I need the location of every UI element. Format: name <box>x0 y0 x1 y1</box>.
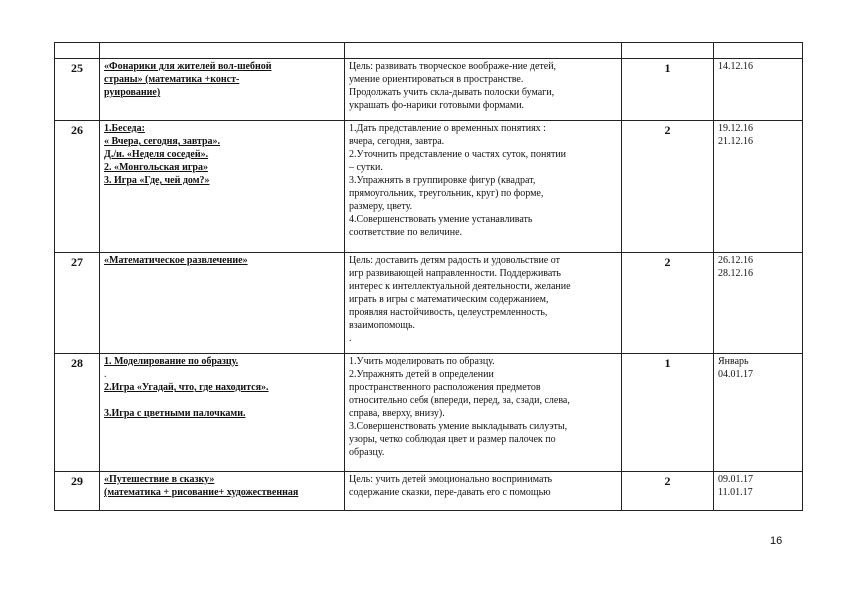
goal-line: справа, вверху, внизу). <box>349 408 445 419</box>
goal-line: 2.Упражнять детей в определении <box>349 369 494 380</box>
goal-line: 3.Упражнять в группировке фигур (квадрат, <box>349 175 536 186</box>
goal-line: игр развивающей направленности. Поддерживать <box>349 268 561 279</box>
topic-cell <box>100 121 345 253</box>
header-cell-goal <box>345 43 622 59</box>
date-line: 28.12.16 <box>718 268 753 279</box>
topic-line: «Фонарики для жителей вол-шебной <box>104 61 272 72</box>
goal-line: проявляя настойчивость, целеустремленность, <box>349 307 548 318</box>
goal-line: Цель: учить детей эмоционально воспринимать <box>349 474 553 485</box>
date-line: 14.12.16 <box>718 61 753 72</box>
table-row <box>55 43 803 59</box>
goal-line: . <box>349 333 352 344</box>
hours-cell: 1 <box>622 59 714 121</box>
lesson-plan-table <box>54 42 803 511</box>
row-number: 29 <box>55 472 100 511</box>
goal-line: образцу. <box>349 447 385 458</box>
goal-line: играть в игры с математическим содержанием, <box>349 294 549 305</box>
goal-line: пространственного расположения предметов <box>349 382 541 393</box>
topic-line: Д./и. «Неделя соседей». <box>104 149 209 160</box>
goal-line: взаимопомощь. <box>349 320 416 331</box>
hours-cell: 2 <box>622 472 714 511</box>
topic-line: 1. Моделирование по образцу. <box>104 356 239 367</box>
goal-line: 1.Дать представление о временных понятиях : <box>349 123 546 134</box>
date-cell <box>714 354 803 472</box>
date-cell <box>714 59 803 121</box>
header-cell-hours <box>622 43 714 59</box>
date-line: 11.01.17 <box>718 487 753 498</box>
goal-cell <box>345 472 622 511</box>
goal-line: Цель: развивать творческое воображе-ние детей, <box>349 61 557 72</box>
date-line: 19.12.16 <box>718 123 753 134</box>
table-row <box>55 121 803 253</box>
topic-spacer <box>104 394 340 407</box>
page-number: 16 <box>770 535 783 547</box>
hours-cell: 1 <box>622 354 714 472</box>
hours-cell: 2 <box>622 253 714 354</box>
date-cell <box>714 472 803 511</box>
topic-line: 1.Беседа: <box>104 123 145 134</box>
goal-line: относительно себя (впереди, перед, за, сзади, слева, <box>349 395 570 406</box>
goal-line: прямоугольник, треугольник, круг) по форме, <box>349 188 544 199</box>
topic-line: 2.Игра «Угадай, что, где находится». <box>104 382 269 393</box>
topic-cell <box>100 253 345 354</box>
goal-line: интерес к интеллектуальной деятельности, желание <box>349 281 571 292</box>
goal-line: размеру, цвету. <box>349 201 413 212</box>
table-row <box>55 472 803 511</box>
topic-cell <box>100 59 345 121</box>
goal-line: содержание сказки, пере-давать его с помощью <box>349 487 551 498</box>
date-line: Январь <box>718 356 749 367</box>
goal-line: 1.Учить моделировать по образцу. <box>349 356 495 367</box>
goal-cell <box>345 59 622 121</box>
topic-line: 3.Игра с цветными палочками. <box>104 408 246 419</box>
topic-line: страны» (математика +конст- <box>104 74 240 85</box>
goal-cell <box>345 354 622 472</box>
goal-line: умение ориентироваться в пространстве. <box>349 74 524 85</box>
topic-line: 2. «Монгольская игра» <box>104 162 208 173</box>
goal-line: соответствие по величине. <box>349 227 463 238</box>
topic-line: «Математическое развлечение» <box>104 255 248 266</box>
goal-cell <box>345 253 622 354</box>
topic-cell <box>100 354 345 472</box>
header-cell-num <box>55 43 100 59</box>
row-number: 27 <box>55 253 100 354</box>
goal-line: украшать фо-нарики готовыми формами. <box>349 100 525 111</box>
topic-line: (математика + рисование+ художественная <box>104 487 299 498</box>
goal-line: вчера, сегодня, завтра. <box>349 136 445 147</box>
date-line: 09.01.17 <box>718 474 753 485</box>
goal-line: 4.Совершенствовать умение устанавливать <box>349 214 533 225</box>
header-cell-date <box>714 43 803 59</box>
date-cell <box>714 253 803 354</box>
date-cell <box>714 121 803 253</box>
goal-line: 3.Совершенствовать умение выкладывать силуэты, <box>349 421 568 432</box>
date-line: 21.12.16 <box>718 136 753 147</box>
topic-line: «Путешествие в сказку» <box>104 474 215 485</box>
goal-cell <box>345 121 622 253</box>
goal-line: Цель: доставить детям радость и удовольствие от <box>349 255 560 266</box>
table-row <box>55 354 803 472</box>
table-row <box>55 253 803 354</box>
date-line: 04.01.17 <box>718 369 753 380</box>
topic-dot: . <box>104 369 107 380</box>
header-cell-topic <box>100 43 345 59</box>
topic-line: « Вчера, сегодня, завтра». <box>104 136 221 147</box>
topic-cell <box>100 472 345 511</box>
date-line: 26.12.16 <box>718 255 753 266</box>
row-number: 26 <box>55 121 100 253</box>
topic-line: 3. Игра «Где, чей дом?» <box>104 175 210 186</box>
goal-line: Продолжать учить скла-дывать полоски бумаги, <box>349 87 555 98</box>
table-row <box>55 59 803 121</box>
topic-line: руирование) <box>104 87 161 98</box>
goal-line: узоры, четко соблюдая цвет и размер палочек по <box>349 434 556 445</box>
hours-cell: 2 <box>622 121 714 253</box>
goal-line: – сутки. <box>349 162 383 173</box>
goal-line: 2.Уточнить представление о частях суток, понятии <box>349 149 567 160</box>
row-number: 28 <box>55 354 100 472</box>
row-number: 25 <box>55 59 100 121</box>
